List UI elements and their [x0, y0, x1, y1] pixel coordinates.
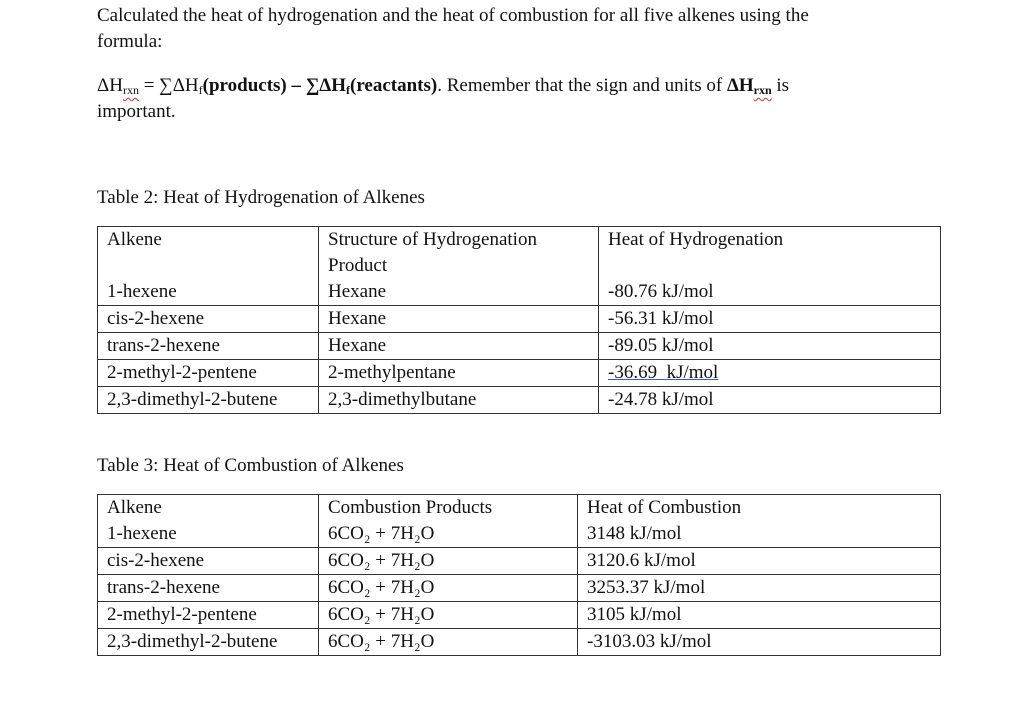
- cell: 2,3-dimethylbutane: [319, 387, 599, 414]
- cell: 6CO₂ + 7H₂O: [319, 575, 578, 602]
- table-row: [98, 279, 941, 306]
- cell: 3253.37 kJ/mol: [578, 575, 941, 602]
- cell: 2-methyl-2-pentene: [98, 602, 319, 629]
- cell: Hexane: [319, 279, 599, 306]
- cell: 6CO₂ + 7H₂O: [319, 602, 578, 629]
- table-heat-hydrogenation: [97, 226, 941, 414]
- cell: 3105 kJ/mol: [578, 602, 941, 629]
- table-row: [98, 387, 941, 414]
- header-cell: Alkene: [98, 227, 319, 280]
- cell: -56.31 kJ/mol: [599, 306, 941, 333]
- cell: 6CO₂ + 7H₂O: [319, 521, 578, 548]
- cell: -24.78 kJ/mol: [599, 387, 941, 414]
- cell: cis-2-hexene: [98, 306, 319, 333]
- table-header-row: [98, 227, 941, 280]
- table-row: [98, 602, 941, 629]
- cell: 3120.6 kJ/mol: [578, 548, 941, 575]
- table-header-row: [98, 495, 941, 522]
- cell: trans-2-hexene: [98, 333, 319, 360]
- table-row: [98, 360, 941, 387]
- table-row: [98, 521, 941, 548]
- cell: 6CO₂ + 7H₂O: [319, 629, 578, 656]
- cell: trans-2-hexene: [98, 575, 319, 602]
- cell: Hexane: [319, 333, 599, 360]
- header-cell: Structure of Hydrogenation Product: [319, 227, 599, 280]
- header-cell: Combustion Products: [319, 495, 578, 522]
- cell: -89.05 kJ/mol: [599, 333, 941, 360]
- cell: 1-hexene: [98, 279, 319, 306]
- table-row: [98, 333, 941, 360]
- cell: 1-hexene: [98, 521, 319, 548]
- table2-caption: Table 2: Heat of Hydrogenation of Alkenes: [97, 187, 425, 208]
- cell: 2,3-dimethyl-2-butene: [98, 387, 319, 414]
- header-cell: Heat of Combustion: [578, 495, 941, 522]
- cell: cis-2-hexene: [98, 548, 319, 575]
- table-heat-combustion: [97, 494, 941, 656]
- formula-text: $\Delta H_{rxn}$ = $\sum\Delta H_f(products)$ – $\sum\Delta H_f(reactants)$. Remember that the sign and units of $\Delta H_{rxn}$ is important.: [97, 75, 790, 122]
- cell: 2,3-dimethyl-2-butene: [98, 629, 319, 656]
- cell: -80.76 kJ/mol: [599, 279, 941, 306]
- cell: 2-methylpentane: [319, 360, 599, 387]
- cell: 2-methyl-2-pentene: [98, 360, 319, 387]
- header-cell: Heat of Hydrogenation: [599, 227, 941, 280]
- intro-text: Calculated the heat of hydrogenation and the heat of combustion for all five alkenes using the formula:: [97, 5, 809, 52]
- cell: -36.69 kJ/mol: [599, 360, 941, 387]
- table3-caption: Table 3: Heat of Combustion of Alkenes: [97, 455, 404, 476]
- cell: 3148 kJ/mol: [578, 521, 941, 548]
- table-row: [98, 306, 941, 333]
- table-row: [98, 629, 941, 656]
- table-row: [98, 548, 941, 575]
- cell: 6CO₂ + 7H₂O: [319, 548, 578, 575]
- cell: Hexane: [319, 306, 599, 333]
- cell: -3103.03 kJ/mol: [578, 629, 941, 656]
- header-cell: Alkene: [98, 495, 319, 522]
- table-row: [98, 575, 941, 602]
